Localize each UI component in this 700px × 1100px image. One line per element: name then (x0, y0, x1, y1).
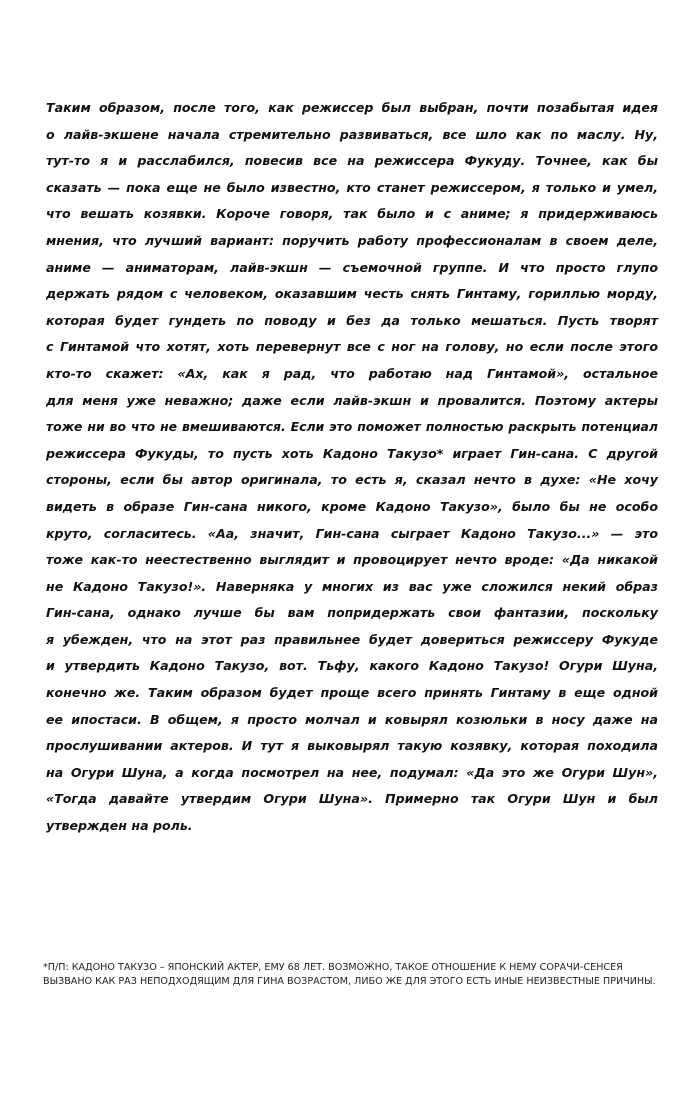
text-line: тут-то я и расслабился, повесив все на режиссера Фукуду. Точнее, как бы (46, 153, 658, 169)
text-line: для меня уже неважно; даже если лайв-экшн и провалится. Поэтому актеры (46, 392, 658, 408)
text-line: и утвердить Кадоно Такузо, вот. Тьфу, какого Кадоно Такузо! Огури Шуна, (46, 658, 658, 674)
text-line: конечно же. Таким образом будет проще всего принять Гинтаму в еще одной (46, 685, 658, 701)
text-line: на Огури Шуна, а когда посмотрел на нее, подумал: «Да это же Огури Шун», (46, 764, 658, 780)
text-line: режиссера Фукуды, то пусть хоть Кадоно Такузо* играет Гин-сана. С другой (46, 445, 658, 461)
text-line: Таким образом, после того, как режиссер был выбран, почти позабытая идея (46, 100, 658, 115)
text-line: о лайв-экшене начала стремительно развиваться, все шло как по маслу. Ну, (46, 126, 658, 142)
text-line: кто-то скажет: «Ах, как я рад, что работаю над Гинтамой», остальное (46, 365, 658, 381)
text-line: «Тогда давайте утвердим Огури Шуна». Примерно так Огури Шун и был (46, 791, 658, 807)
text-line: я убежден, что на этот раз правильнее будет довериться режиссеру Фукуде (46, 631, 658, 647)
text-line: Гин-сана, однако лучше бы вам попридержать свои фантазии, поскольку (46, 605, 658, 621)
footnote-line: ВЫЗВАНО КАК РАЗ НЕПОДХОДЯЩИМ ДЛЯ ГИНА ВОЗРАСТОМ, ЛИБО ЖЕ ДЛЯ ЭТОГО ЕСТЬ ИНЫЕ НЕИЗВЕСТНЫЕ ПРИЧИНЫ. (43, 976, 656, 987)
footnote (43, 961, 668, 989)
footnote-line: *П/П: КАДОНО ТАКУЗО – ЯПОНСКИЙ АКТЕР, ЕМУ 68 ЛЕТ. ВОЗМОЖНО, ТАКОЕ ОТНОШЕНИЕ К НЕМУ СОРАЧИ-СЕНСЕЯ (43, 962, 623, 973)
text-line: мнения, что лучший вариант: поручить работу профессионалам в своем деле, (46, 232, 658, 248)
text-line: прослушивании актеров. И тут я выковырял такую козявку, которая походила (46, 738, 658, 754)
text-line: не Кадоно Такузо!». Наверняка у многих из вас уже сложился некий образ (46, 578, 658, 594)
text-line: сказать — пока еще не было известно, кто станет режиссером, я только и умел, (46, 179, 658, 195)
text-line: тоже ни во что не вмешиваются. Если это поможет полностью раскрыть потенциал (46, 419, 658, 435)
text-line: утвержден на роль. (46, 818, 193, 834)
main-text-block (46, 95, 658, 840)
text-line: держать рядом с человеком, оказавшим честь снять Гинтаму, гориллью морду, (46, 286, 658, 302)
text-line: с Гинтамой что хотят, хоть перевернут все с ног на голову, но если после этого (46, 339, 658, 355)
text-line: стороны, если бы автор оригинала, то есть я, сказал нечто в духе: «Не хочу (46, 472, 658, 488)
text-line: аниме — аниматорам, лайв-экшн — съемочной группе. И что просто глупо (46, 259, 658, 275)
text-line: ее ипостаси. В общем, я просто молчал и ковырял козюльки в носу даже на (46, 711, 658, 727)
text-line: что вешать козявки. Короче говоря, так было и с аниме; я придерживаюсь (46, 206, 658, 222)
text-line: тоже как-то неестественно выглядит и провоцирует нечто вроде: «Да никакой (46, 552, 658, 568)
text-line: круто, согласитесь. «Аа, значит, Гин-сана сыграет Кадоно Такузо...» — это (46, 525, 658, 541)
text-line: видеть в образе Гин-сана никого, кроме Кадоно Такузо», было бы не особо (46, 498, 658, 514)
text-line: которая будет гундеть по поводу и без да только мешаться. Пусть творят (46, 312, 658, 328)
